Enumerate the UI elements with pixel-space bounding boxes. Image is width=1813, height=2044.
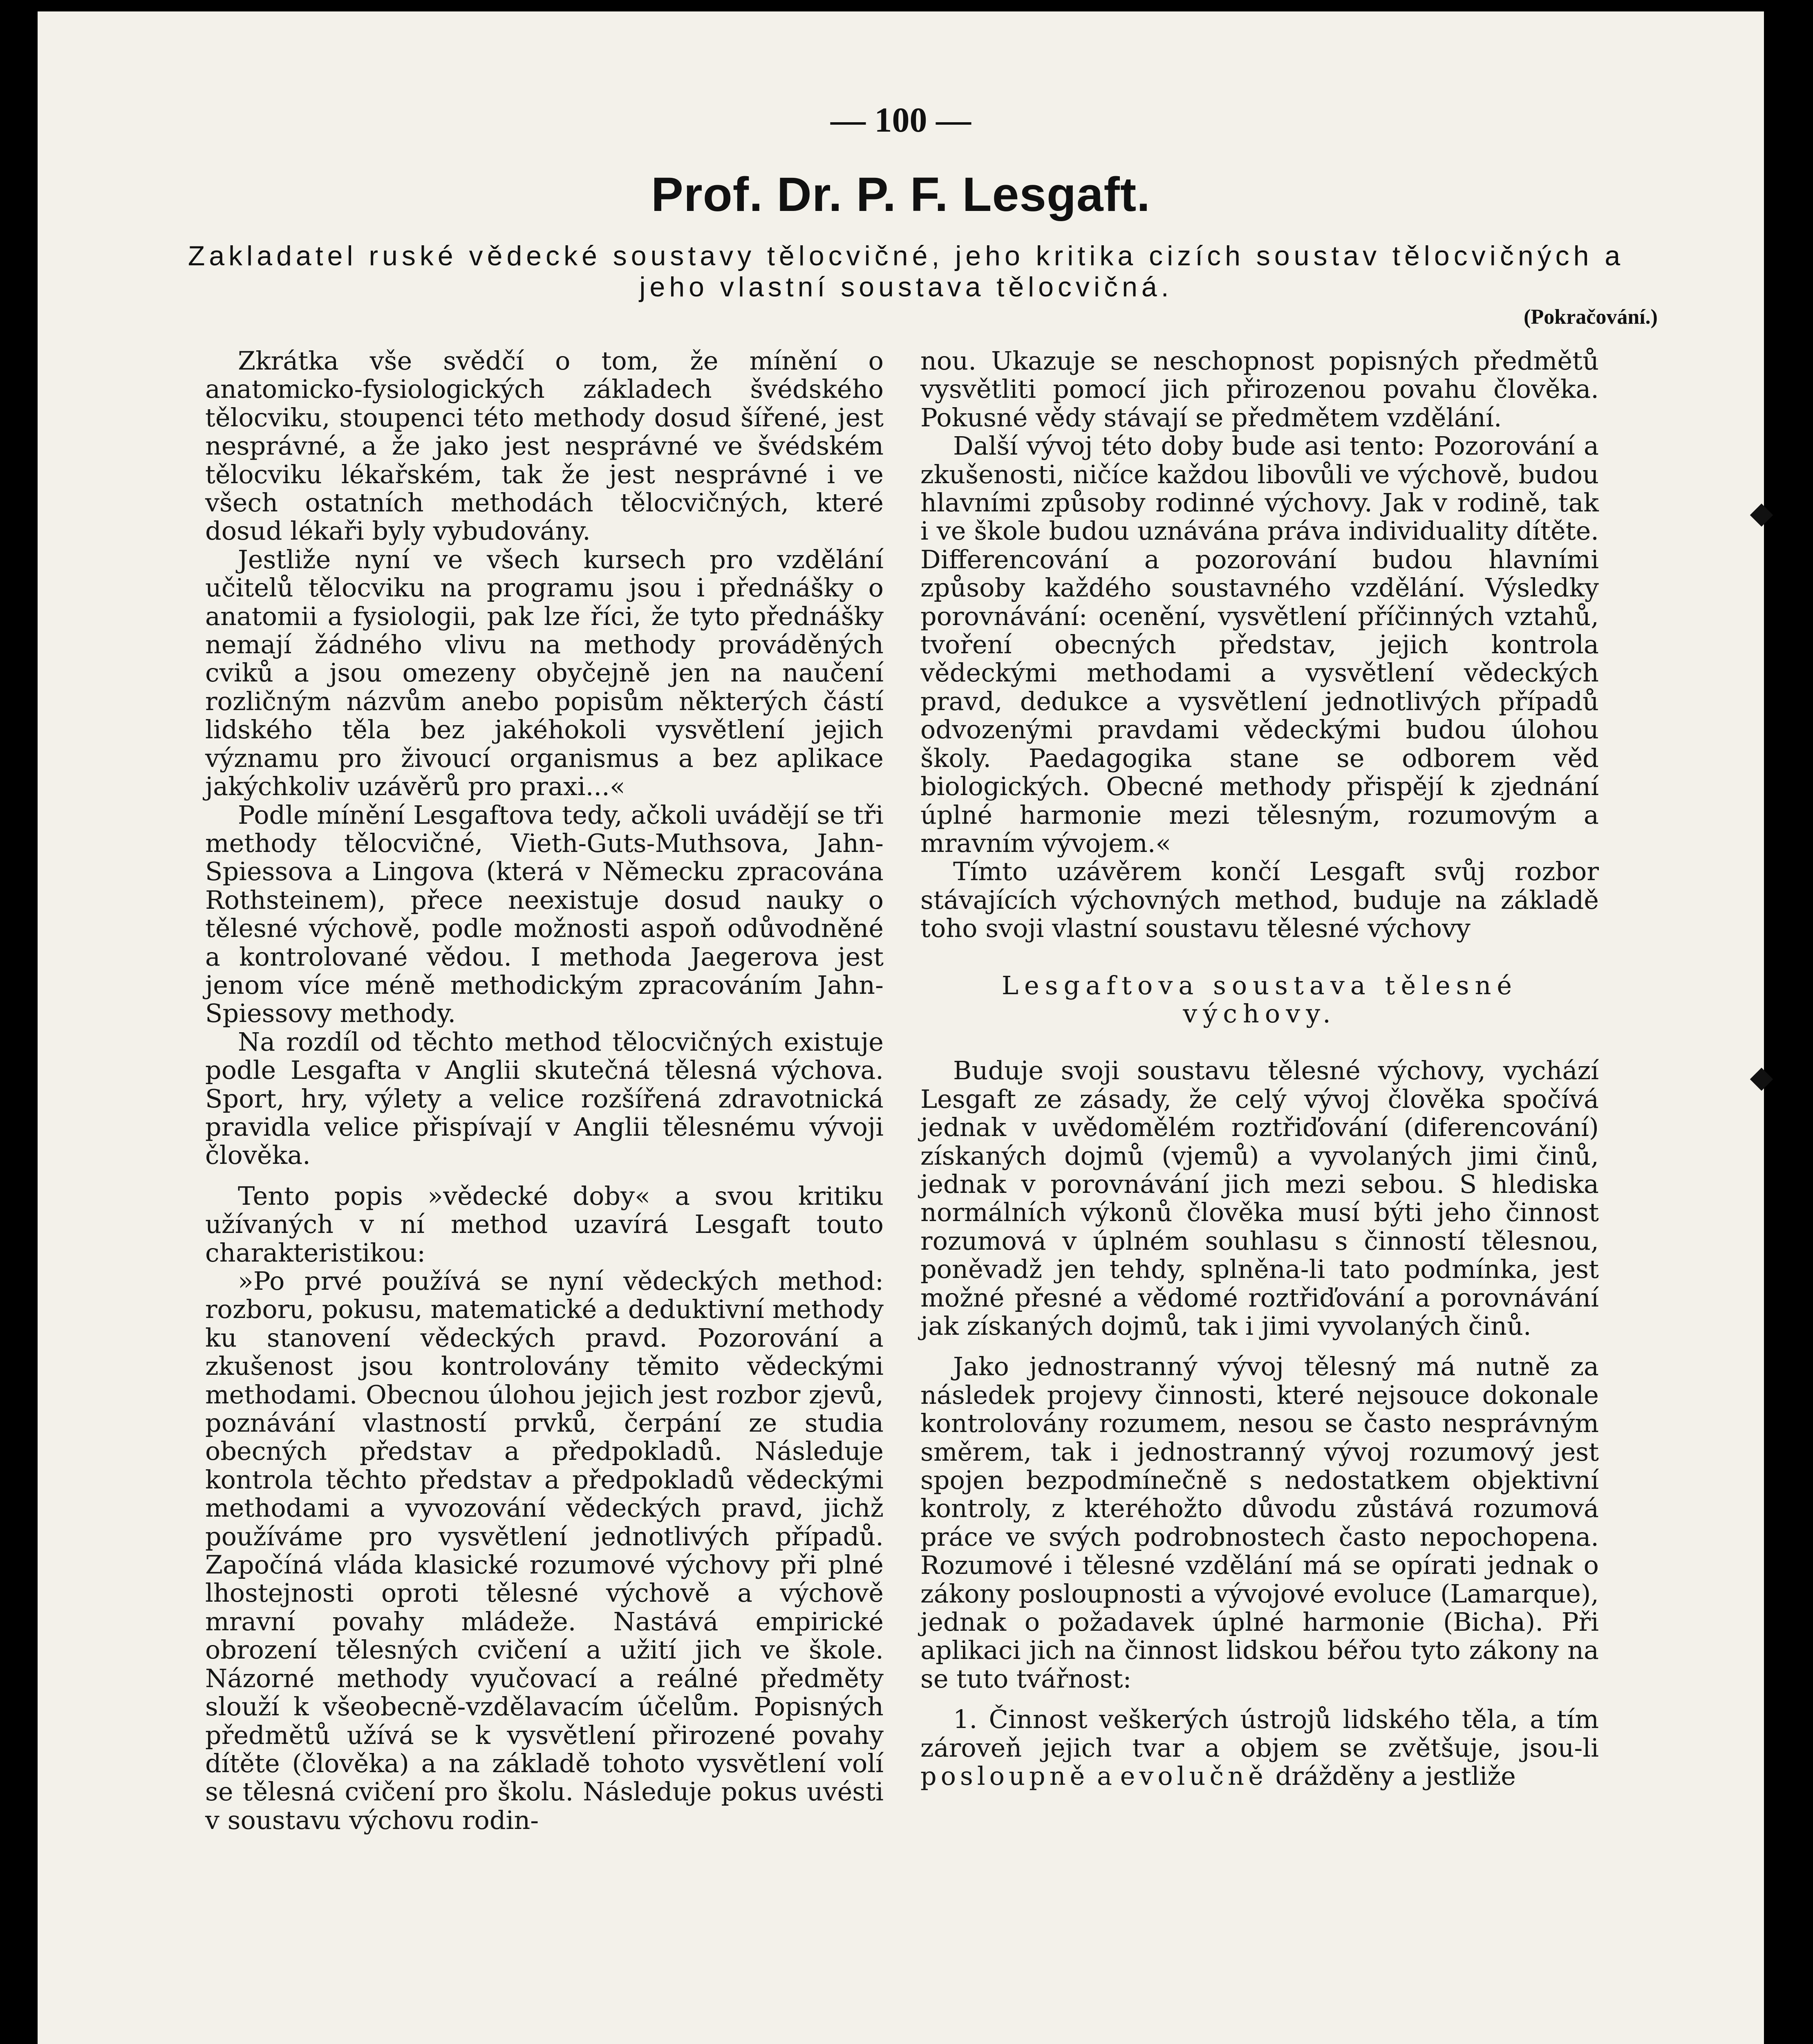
article-title: Prof. Dr. P. F. Lesgaft.: [651, 168, 1150, 222]
continued-note: (Pokračování.): [1524, 305, 1658, 329]
numbered-item-tail: drážděny a jestliže: [1275, 1761, 1516, 1791]
paragraph: Zkrátka vše svědčí o tom, že mínění o anatomicko-fysiologických základech švédského tělocviku, stoupenci této methody dosud šířené, jest nesprávné, a že jako jest nesprávné ve švédském tělocviku lékařském, tak že jest nesprávné i ve všech ostatních methodách tělocvičných, které dosud lékaři byly vybudovány.: [205, 346, 884, 546]
scan-border: [1764, 0, 1813, 2044]
article-subtitle: Zakladatel ruské vědecké soustavy tělocvičné, jeho kritika cizích soustav tělocvičných a jeho vlastní soustava tělocvičná.: [188, 240, 1625, 303]
numbered-item-lead: 1. Činnost veškerých ústrojů lidského těla, a tím zároveň jejich tvar a objem se zvětšuje, jsou-li: [920, 1704, 1599, 1763]
paragraph: nou. Ukazuje se neschopnost popisných předmětů vysvětliti pomocí jich přirozenou povahu člověka. Pokusné vědy stávají se předmětem vzdělání.: [920, 346, 1599, 433]
numbered-item: [920, 1705, 1599, 1790]
paragraph: Jestliže nyní ve všech kursech pro vzdělání učitelů tělocviku na programu jsou i přednášky o anatomii a fysiologii, pak lze říci, že tyto přednášky nemají žádného vlivu na methody prováděných cviků a jsou omezeny obyčejně jen na naučení rozličným názvům anebo popisům některých částí lidského těla bez jakéhokoli vysvětlení jejich významu pro živoucí organismus a bez aplikace jakýchkoliv uzávěrů pro praxi...«: [205, 544, 884, 802]
page: [38, 11, 1764, 2044]
paragraph: Jako jednostranný vývoj tělesný má nutně za následek projevy činnosti, které nejsouce dokonale kontrolovány rozumem, nesou se často nesprávným směrem, tak i jednostranný vývoj rozumový jest spojen bezpodmínečně s nedostatkem objektivní kontroly, z kteréhožto důvodu zůstává rozumová práce ve svých podrobnostech často nepochopena. Rozumové i tělesné vzdělání má se opírati jednak o zákony posloupnosti a vývojové evoluce (Lamarque), jednak o požadavek úplné harmonie (Bicha). Při aplikaci jich na činnost lidskou béřou tyto zákony na se tuto tvářnost:: [920, 1351, 1599, 1694]
page-number: — 100 —: [830, 100, 971, 139]
paragraph: »Po prvé používá se nyní vědeckých method: rozboru, pokusu, matematické a deduktivní methody ku stanovení vědeckých pravd. Pozorování a zkušenost jsou kontrolovány těmito vědeckými methodami. Obecnou úlohou jejich jest rozbor zjevů, poznávání vlastností prvků, čerpání ze studia obecných představ a předpokladů. Následuje kontrola těchto představ a předpokladů vědeckými methodami a vyvozování vědeckých pravd, jichž používáme pro vysvětlení jednotlivých případů. Započíná vláda klasické rozumové výchovy při plné lhostejnosti oproti tělesné výchově a výchově mravní povahy mládeže. Nastává empirické obrození tělesných cvičení a užití jich ve škole. Názorné methody vyučovací a reálné předměty slouží k všeobecně-vzdělavacím účelům. Popisných předmětů užívá se k vysvětlení přirozené povahy dítěte (člověka) a na základě tohoto vysvětlení volí se tělesná cvičení pro školu. Následuje pokus uvésti v soustavu výchovu rodin-: [205, 1266, 884, 1835]
right-column: [920, 347, 1599, 1791]
numbered-item-connector: a: [1097, 1761, 1112, 1791]
paragraph: Tímto uzávěrem končí Lesgaft svůj rozbor stávajících výchovných method, buduje na základě toho svoji vlastní soustavu tělesné výchovy: [920, 856, 1599, 944]
left-column: [205, 347, 884, 1834]
emphasis-text: evolučně: [1120, 1761, 1267, 1791]
paragraph: Na rozdíl od těchto method tělocvičných existuje podle Lesgafta v Anglii skutečná tělesná výchova. Sport, hry, výlety a velice rozšířená zdravotnická pravidla velice přispívají v Anglii tělesnému vývoji člověka.: [205, 1026, 884, 1170]
emphasis-text: posloupně: [920, 1761, 1089, 1791]
paragraph: Tento popis »vědecké doby« a svou kritiku užívaných v ní method uzavírá Lesgaft touto charakteristikou:: [205, 1181, 884, 1268]
paragraph: Další vývoj této doby bude asi tento: Pozorování a zkušenosti, ničíce každou libovůli ve výchově, budou hlavními způsoby rodinné výchovy. Jak v rodině, tak i ve škole budou uznávána práva individuality dítěte. Differencování a pozorování budou hlavními způsoby každého soustavného vzdělání. Výsledky porovnávání: ocenění, vysvětlení příčinných vztahů, tvoření obecných představ, jejich kontrola vědeckými methodami a vysvětlení vědeckých pravd, dedukce a vysvětlení jednotlivých případů odvozenými pravdami vědeckými budou úlohou školy. Paedagogika stane se odborem věd biologických. Obecné methody přispějí k zjednání úplné harmonie mezi tělesným, rozumovým a mravním vývojem.«: [920, 431, 1599, 858]
paragraph: Buduje svoji soustavu tělesné výchovy, vychází Lesgaft ze zásady, že celý vývoj člověka spočívá jednak v uvědomělém roztřiďování (diferencování) získaných dojmů (vjemů) a vyvolaných jimi činů, jednak v porovnávání jich mezi sebou. S hlediska normálních výkonů člověka musí býti jeho činnost rozumová v úplném souhlasu s činností tělesnou, poněvadž jen tehdy, splněna-li tato podmínka, jest možné přesné a vědomé roztřiďování a porovnávání jak získaných dojmů, tak i jimi vyvolaných činů.: [920, 1056, 1599, 1341]
section-heading: Lesgaftova soustava tělesné výchovy.: [1001, 970, 1518, 1029]
paragraph: Podle mínění Lesgaftova tedy, ačkoli uvádějí se tři methody tělocvičné, Vieth-Guts-Muthsova, Jahn-Spiessova a Lingova (která v Německu zpracována Rothsteinem), přece neexistuje dosud nauky o tělesné výchově, podle možnosti aspoň odůvodněné a kontrolované vědou. I methoda Jaegerova jest jenom více méně methodickým zpracováním Jahn-Spiessovy methody.: [205, 800, 884, 1029]
